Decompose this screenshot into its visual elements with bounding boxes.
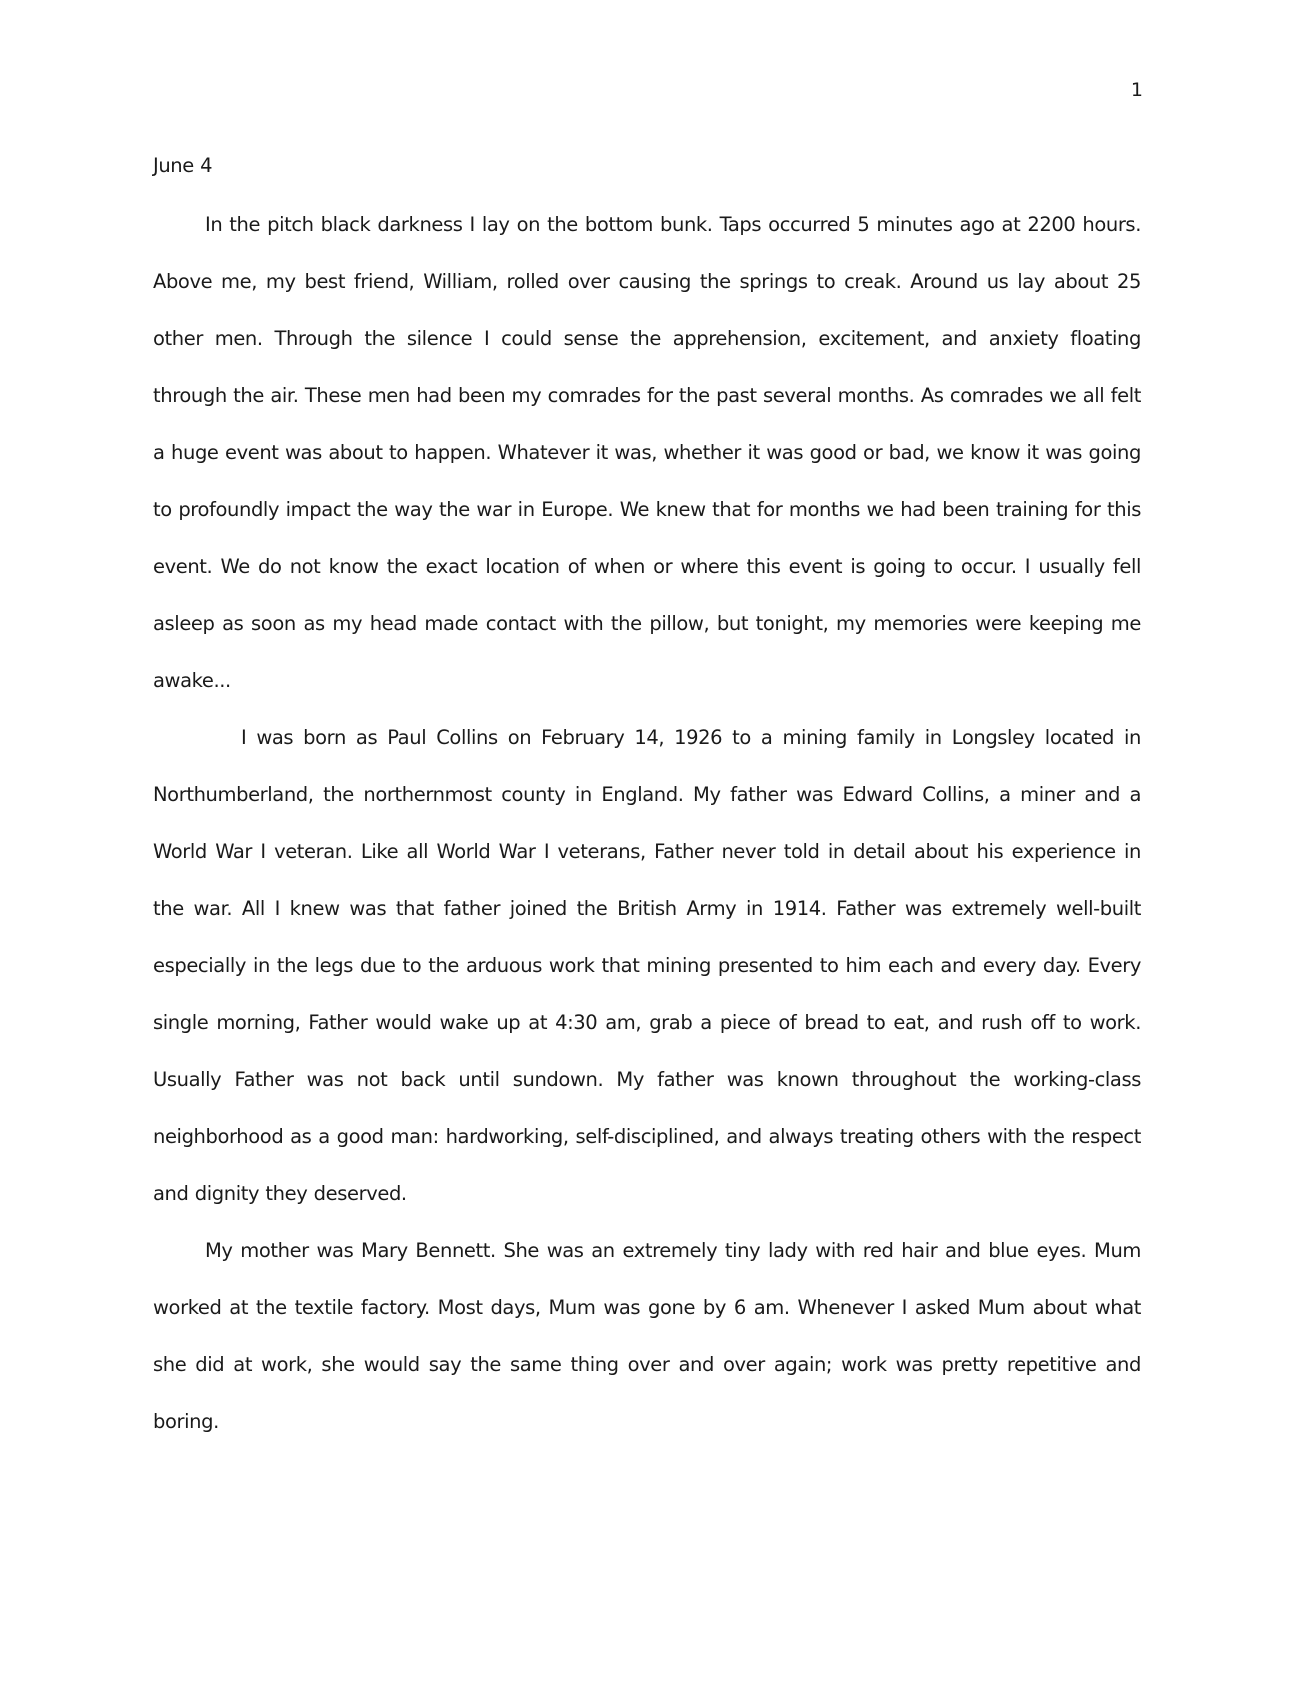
paragraph-mother: My mother was Mary Bennett. She was an extremely tiny lady with red hair and blue eyes. Mum worked at the textile factory. Most days, Mum was gone by 6 am. Whenever I asked Mum about what she did at work, she would say the same thing over and over again; work was pretty repetitive and boring. [153,1239,1141,1433]
paragraph-barracks: In the pitch black darkness I lay on the bottom bunk. Taps occurred 5 minutes ago at 2200 hours. Above me, my best friend, William, rolled over causing the springs to creak. Around us lay about 25 other men. Through the silence I could sense the apprehension, excitement, and anxiety floating through the air. These men had been my comrades for the past several months. As comrades we all felt a huge event was about to happen. Whatever it was, whether it was good or bad, we know it was going to profoundly impact the way the war in Europe. We knew that for months we had been training for this event. We do not know the exact location of when or where this event is going to occur. I usually fell asleep as soon as my head made contact with the pillow, but tonight, my memories were keeping me awake... [153,213,1141,692]
entry-date: June 4 [153,154,213,177]
page-number: 1 [1130,79,1143,101]
paragraph-father: I was born as Paul Collins on February 14, 1926 to a mining family in Longsley located in Northumberland, the northernmost county in England. My father was Edward Collins, a miner and a World War I veteran. Like all World War I veterans, Father never told in detail about his experience in the war. All I knew was that father joined the British Army in 1914. Father was extremely well-built especially in the legs due to the arduous work that mining presented to him each and every day. Every single morning, Father would wake up at 4:30 am, grab a piece of bread to eat, and rush off to work. Usually Father was not back until sundown. My father was known throughout the working-class neighborhood as a good man: hardworking, self-disciplined, and always treating others with the respect and dignity they deserved. [153,726,1141,1205]
document-body [153,154,1141,1450]
